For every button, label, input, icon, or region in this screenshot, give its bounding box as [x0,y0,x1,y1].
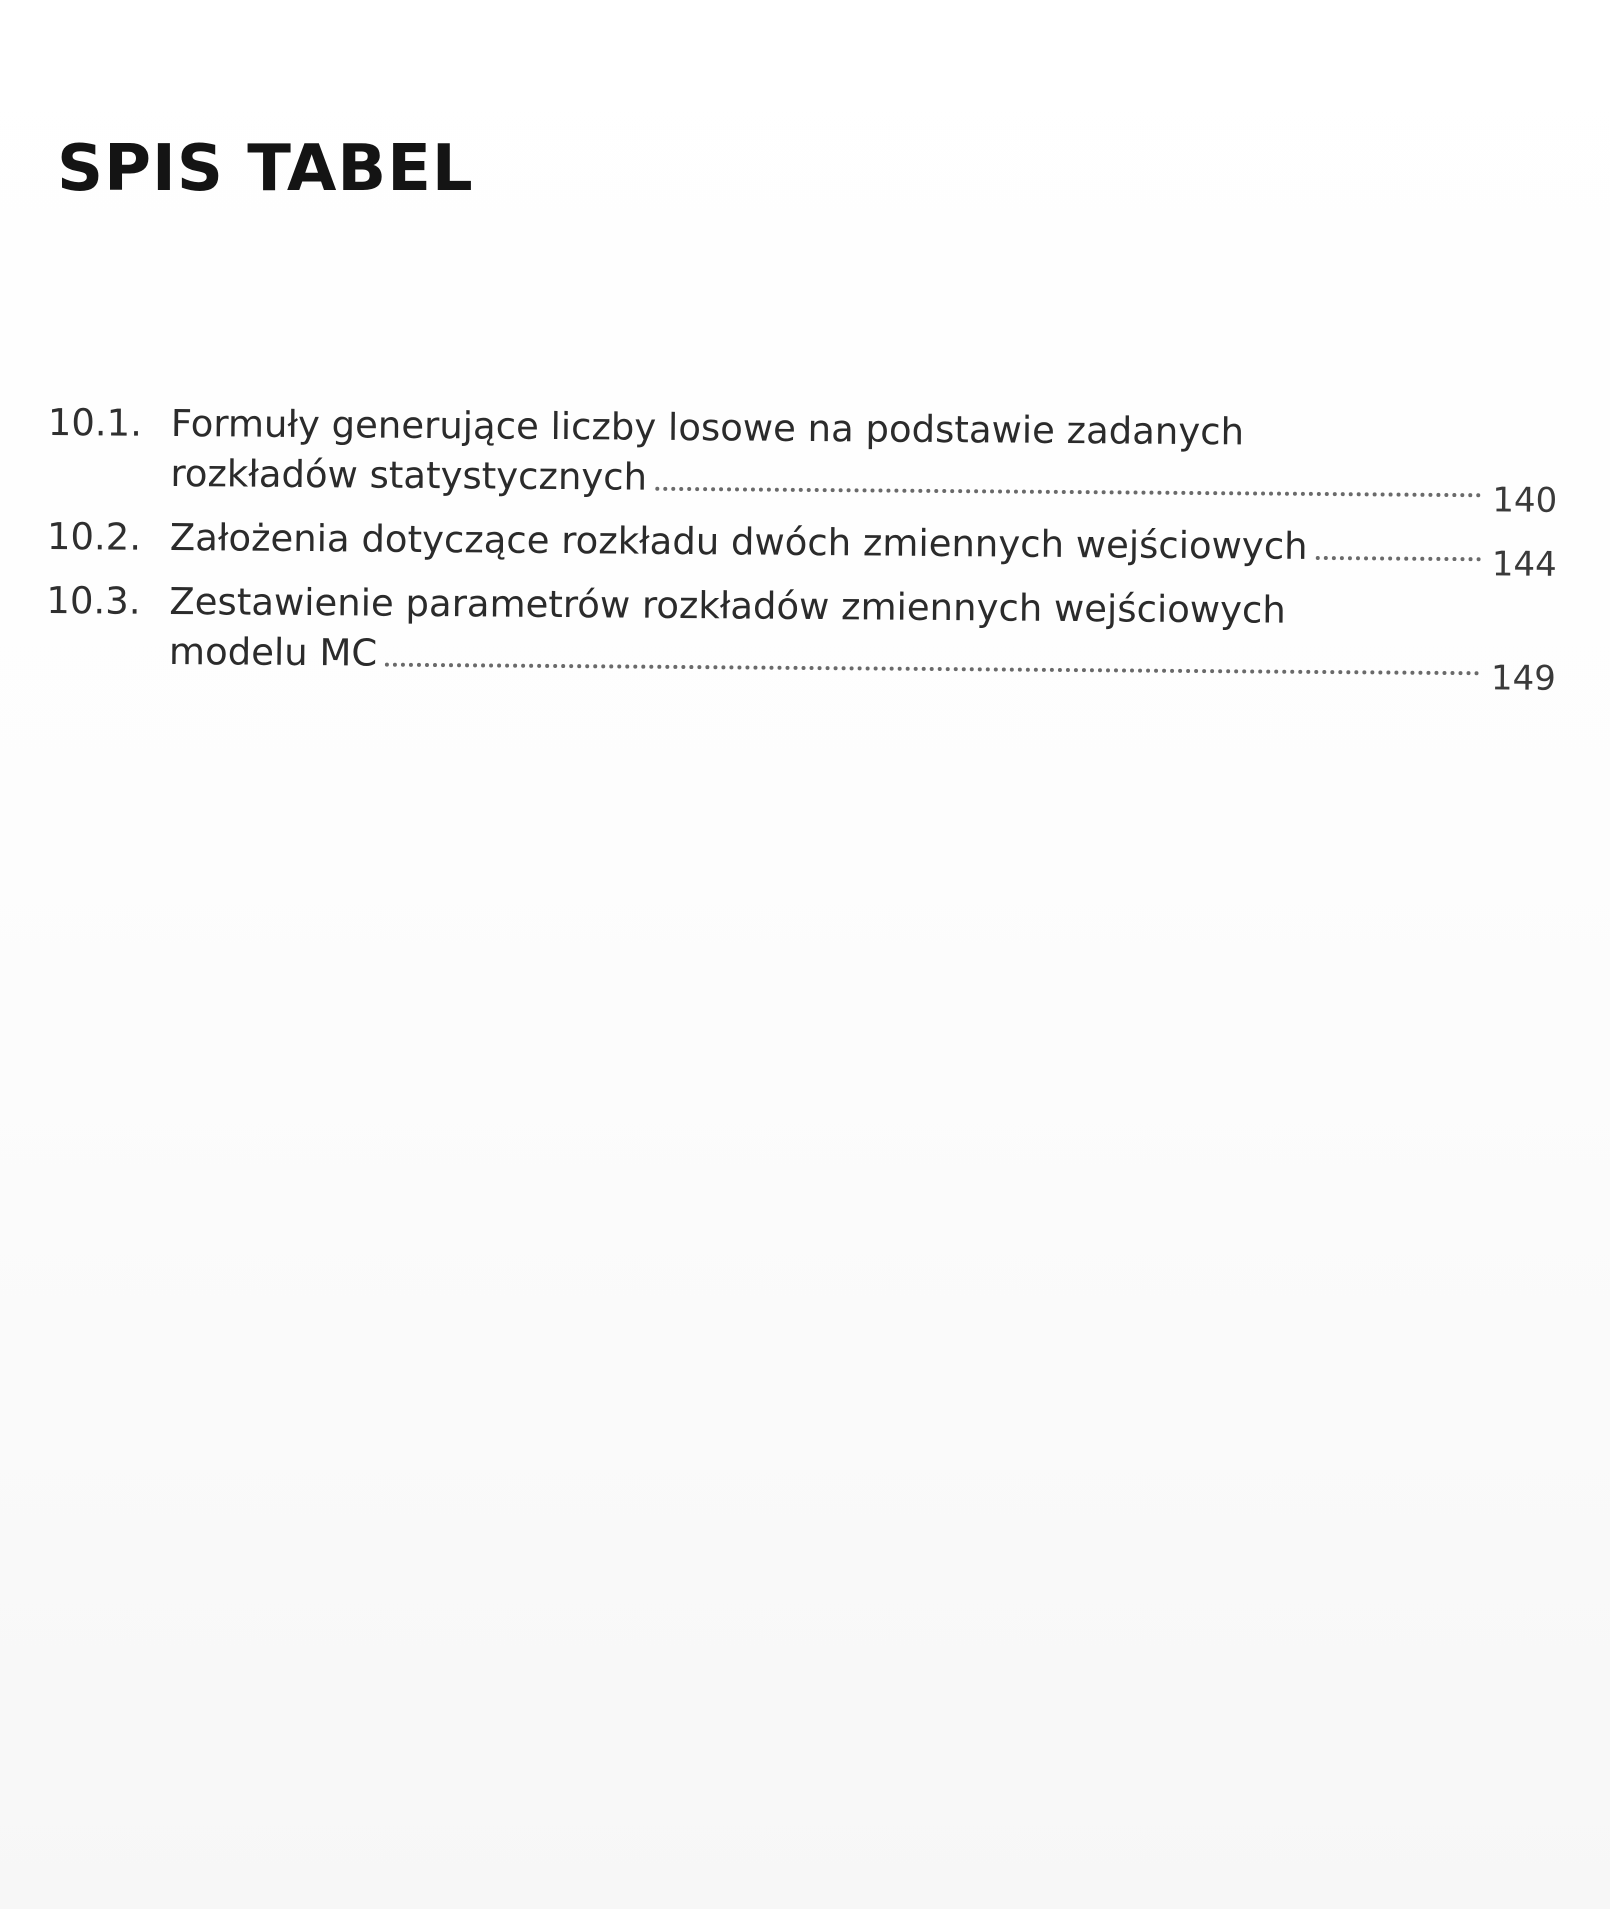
table-entry-10-2 [46,512,1557,585]
entry-last-line [170,449,1558,521]
page-title: SPIS TABEL [57,132,474,206]
table-list [46,398,1558,702]
dot-leader [1315,556,1480,561]
entry-page-number: 140 [1492,480,1558,521]
entry-title-line: Zestawienie parametrów rozkładów zmiennych wejściowych [169,579,1286,632]
table-entry-10-1 [47,398,1558,521]
entry-title-line: Założenia dotyczące rozkładu dwóch zmiennych wejściowych [169,515,1308,568]
entry-body [168,577,1557,699]
entry-last-line [168,627,1556,699]
entry-number: 10.1. [47,400,143,445]
entry-body [170,399,1558,521]
entry-page-number: 144 [1491,544,1557,585]
dot-leader [385,663,1480,676]
table-entry-10-3 [46,576,1557,699]
dot-leader [655,487,1481,497]
entry-title-line: Formuły generujące liczby losowe na podstawie zadanych [170,401,1245,454]
entry-page-number: 149 [1490,658,1556,699]
entry-number: 10.3. [46,578,141,623]
entry-number: 10.2. [46,514,142,559]
entry-title-line: modelu MC [168,629,378,675]
entry-last-line [169,513,1557,585]
entry-title-line: rozkładów statystycznych [170,451,648,499]
entry-body [169,513,1557,585]
